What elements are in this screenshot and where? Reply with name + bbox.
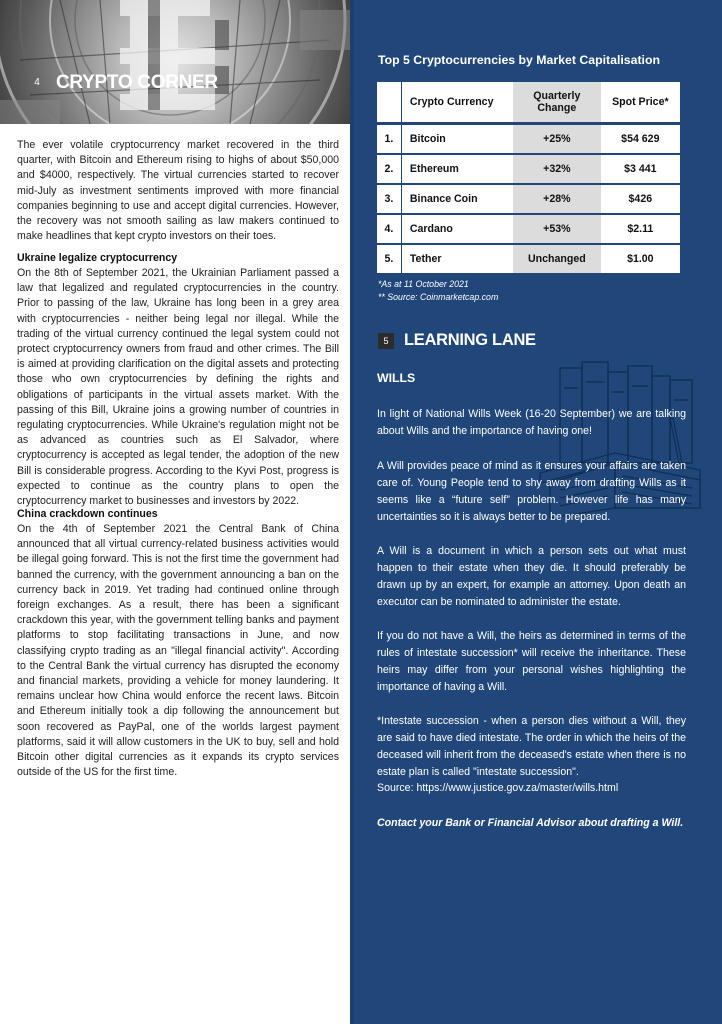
row-change: Unchanged bbox=[513, 244, 601, 274]
row-name: Bitcoin bbox=[401, 124, 513, 155]
table-row bbox=[377, 154, 680, 184]
row-name: Tether bbox=[401, 244, 513, 274]
header-crypto-currency: Crypto Currency bbox=[401, 82, 513, 124]
row-rank: 3. bbox=[377, 184, 401, 214]
wills-paragraph-1: In light of National Wills Week (16-20 September) we are talking about Wills and the importance of having one! bbox=[377, 408, 686, 437]
wills-heading: WILLS bbox=[377, 371, 416, 385]
crypto-corner-column bbox=[0, 0, 352, 1024]
bitcoin-coin-image bbox=[0, 0, 352, 124]
row-rank: 4. bbox=[377, 214, 401, 244]
contact-advisor-text: Contact your Bank or Financial Advisor about drafting a Will. bbox=[377, 817, 684, 829]
section-title-learning-lane: LEARNING LANE bbox=[404, 331, 536, 349]
row-price: $426 bbox=[601, 184, 680, 214]
row-rank: 1. bbox=[377, 124, 401, 155]
row-rank: 2. bbox=[377, 154, 401, 184]
source-link-text: Source: https://www.justice.gov.za/master/wills.html bbox=[377, 782, 619, 794]
table-note-date: *As at 11 October 2021 bbox=[378, 279, 469, 289]
row-price: $54 629 bbox=[601, 124, 680, 155]
wills-paragraph-4: If you do not have a Will, the heirs as determined in terms of the rules of intestate succession* will receive the inheritance. These heirs may differ from your personal wishes highlighting the importance of having a Will. bbox=[377, 630, 686, 693]
row-price: $1.00 bbox=[601, 244, 680, 274]
row-change: +53% bbox=[513, 214, 601, 244]
section-title-crypto-corner: CRYPTO CORNER bbox=[56, 72, 218, 93]
row-change: +28% bbox=[513, 184, 601, 214]
bitcoin-coin-banner bbox=[0, 0, 352, 124]
column-divider bbox=[350, 0, 354, 1024]
table-title: Top 5 Cryptocurrencies by Market Capitalisation bbox=[378, 53, 660, 67]
intro-paragraph: The ever volatile cryptocurrency market recovered in the third quarter, with Bitcoin and Ethereum rising to highs of about $50,000 and $4000, respectively. The virtual currencies started to recover mid-July as investment sentiments improved with more financial companies beginning to use and accept digital currencies. However, the recovery was not smooth sailing as law makers continued to make headlines that kept crypto investors on their toes. bbox=[17, 139, 339, 243]
row-price: $2.11 bbox=[601, 214, 680, 244]
row-name: Binance Coin bbox=[401, 184, 513, 214]
header-spot-price: Spot Price* bbox=[601, 82, 680, 124]
china-paragraph: On the 4th of September 2021 the Central Bank of China announced that all virtual currency-related business activities would be illegal going forward. This is not the first time the government had banned the currency, with the government announcing a ban on the currency back in 2019. Yet trading had continued online through foreign exchanges. As a result, there has been a significant crackdown this year, with the government telling banks and payment platforms to stop facilitating transactions in June, and now classifying crypto trading as an "illegal financial activity". According to the Central Bank the virtual currency has disrupted the economy and financial markets, providing a vehicle for money laundering. It remains unclear how China would enforce the recent laws. Bitcoin and Ethereum initially took a dip following the announcement but soon recovered as PayPal, one of the worlds largest payment platforms, said it will allow customers in the UK to buy, sell and hold Bitcoin other digital currencies as it expands its crypto services outside of the US for the first time. bbox=[17, 523, 339, 779]
table-note-source: ** Source: Coinmarketcap.com bbox=[378, 292, 499, 302]
row-change: +32% bbox=[513, 154, 601, 184]
table-row bbox=[377, 124, 680, 155]
china-heading: China crackdown continues bbox=[17, 508, 158, 520]
section-number: 5 bbox=[378, 333, 394, 349]
crypto-market-cap-table bbox=[377, 82, 680, 275]
wills-paragraph-2: A Will provides peace of mind as it ensures your affairs are taken care of. Young People tend to shy away from drafting Wills as it seems like a “future self” problem. However life has many uncertainties so it is always better to be prepared. bbox=[377, 460, 686, 523]
header-quarterly-change: Quarterly Change bbox=[513, 82, 601, 124]
section-number: 4 bbox=[34, 77, 40, 88]
ukraine-heading: Ukraine legalize cryptocurrency bbox=[17, 252, 178, 264]
intestate-note: *Intestate succession - when a person dies without a Will, they are said to have died intestate. The order in which the heirs of the deceased will inherit from the deceased's estate when there is no estate plan is called "intestate succession". bbox=[377, 715, 686, 778]
table-row bbox=[377, 244, 680, 274]
table-row bbox=[377, 214, 680, 244]
table-row bbox=[377, 184, 680, 214]
table-header-row bbox=[377, 82, 680, 124]
wills-paragraph-3: A Will is a document in which a person sets out what must happen to their estate when they die. It should preferably be drawn up by an expert, for example an attorney. Upon death an executor can be nominated to administer the estate. bbox=[377, 545, 686, 608]
row-name: Ethereum bbox=[401, 154, 513, 184]
row-change: +25% bbox=[513, 124, 601, 155]
row-rank: 5. bbox=[377, 244, 401, 274]
header-rank bbox=[377, 82, 401, 124]
ukraine-paragraph: On the 8th of September 2021, the Ukrainian Parliament passed a law that legalized and regulated cryptocurrencies in the country. Prior to passing of the law, Ukraine has long been in a grey area with cryptocurrencies - neither being legal nor illegal. While the trading of the virtual currency continued the legal system could not protect cryptocurrency owners from fraud and other crimes. The Bill is aimed at providing clarification on the digital assets and protecting those who own cryptocurrencies by defining the rights and obligations of participants in the virtual assets market. With the passing of this Bill, Ukraine joins a growing number of countries in regulating cryptocurrencies. While Ukraine's regulation might not be as advanced as countries such as El Salvador, where cryptocurrency is accepted as legal tender, the adoption of the new Bill is considerable progress. According to the Kyvi Post, progress is expected to continue as the country plans to open the cryptocurrency market to businesses and investors by 2022. bbox=[17, 267, 339, 508]
row-price: $3 441 bbox=[601, 154, 680, 184]
row-name: Cardano bbox=[401, 214, 513, 244]
